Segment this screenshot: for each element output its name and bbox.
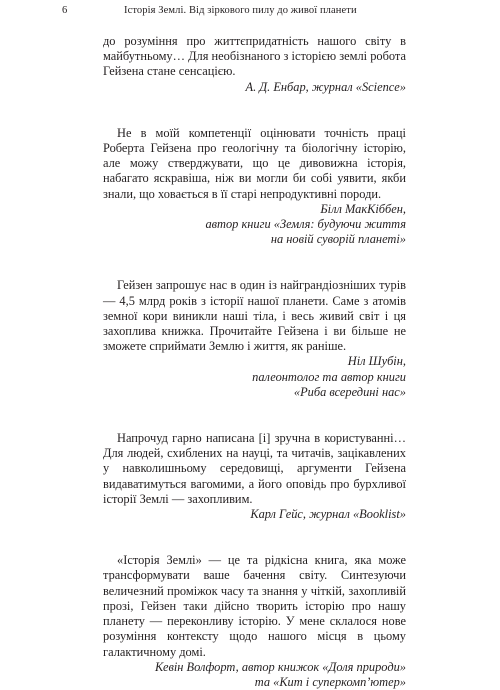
quote-text: «Історія Землі» — це та рідкісна книга, яка може трансформувати ваше бачення світу. Синтезуючи величезний проміжок часу та знання у чіткій, захопливій прозі, Гейзен таки дійсно творить історію про нашу планету — переконливу історію. У мене склалося нове розуміння контексту щодо нашого місця в цьому галактичному домі. xyxy=(103,553,406,659)
quote-attribution: на новій суворій планеті» xyxy=(270,232,406,247)
quote-attribution: Білл МакКіббен, xyxy=(320,201,406,216)
quote-attribution: Карл Гейс, журнал «Booklist» xyxy=(250,507,406,522)
page-header xyxy=(62,4,440,18)
quote-attribution: та «Кит і суперкомп’ютер» xyxy=(254,674,406,689)
quote-attribution: палеонтолог та автор книги xyxy=(252,369,406,384)
spacer xyxy=(103,247,406,278)
quote-block xyxy=(103,126,406,248)
quote-block xyxy=(103,553,406,690)
quote-block xyxy=(103,34,406,95)
spacer xyxy=(103,522,406,553)
spacer xyxy=(103,95,406,126)
quote-attribution: А. Д. Енбар, журнал «Science» xyxy=(245,79,406,94)
quote-attribution: Кевін Волфорт, автор книжок «Доля природи» xyxy=(155,659,406,674)
quote-attribution: Ніл Шубін, xyxy=(347,354,406,369)
quote-block xyxy=(103,431,406,522)
quote-text: Не в моїй компетенції оцінювати точність праці Роберта Гейзена про геологічну та біологічну історію, але можу стверджувати, що це дивовижна історія, набагато яскравіша, ніж ви могли би собі уявити, якби знали, що ховається в її старі непродуктивні породи. xyxy=(103,125,406,201)
quote-block xyxy=(103,278,406,400)
running-title: Історія Землі. Від зіркового пилу до живої планети xyxy=(124,5,357,16)
quote-text: до розуміння про життєпридатність нашого світу в майбутньому… Для необізнаного з історією землі робота Гейзена стане сенсацією. xyxy=(103,34,406,79)
spacer xyxy=(103,400,406,431)
quotes-content xyxy=(103,34,406,690)
page-number: 6 xyxy=(62,5,68,16)
quote-text: Гейзен запрошує нас в один із найграндіозніших турів — 4,5 млрд років з історії нашої планети. Саме з атомів земної кори виникли наші тіла, і весь живий світ і ця захоплива книжка. Прочитайте Гейзена і ви більше не зможете сприймати Землю і життя, як раніше. xyxy=(103,278,406,354)
quote-attribution: автор книги «Земля: будуючи життя xyxy=(205,217,406,232)
quote-attribution: «Риба всередині нас» xyxy=(293,384,406,399)
quote-text: Напрочуд гарно написана [і] зручна в користуванні… Для людей, схиблених на науці, та читачів, зацікавлених у навколишньому середовищі, аргументи Гейзена видаватимуться вагомими, а його оповідь про бурхливої історії Землі — захопливим. xyxy=(103,431,406,506)
